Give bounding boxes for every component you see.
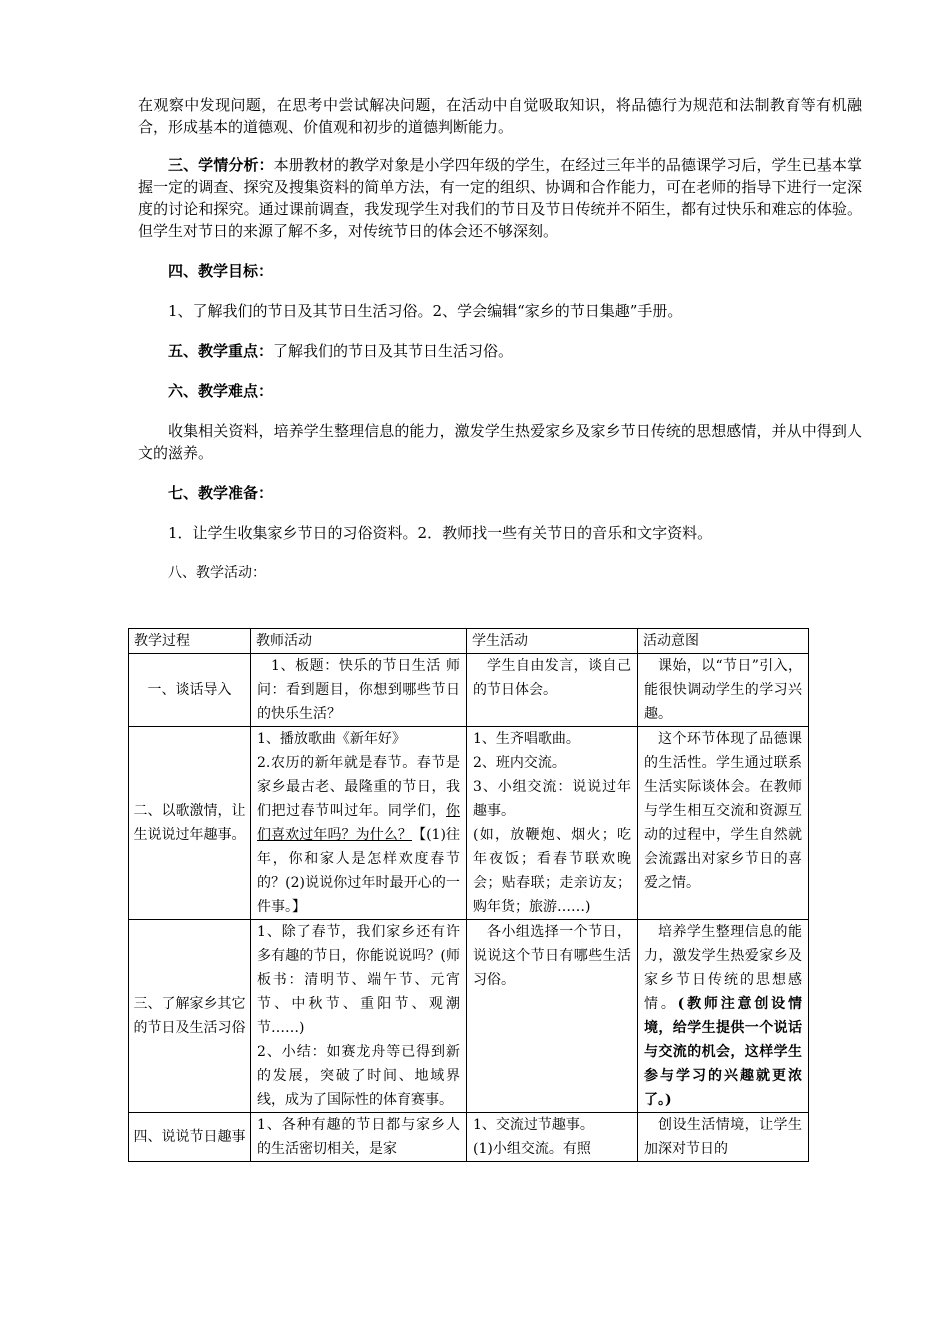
- table-row: [129, 727, 809, 920]
- section-6-heading: 六、教学难点：: [168, 382, 274, 400]
- table-row: [129, 654, 809, 727]
- row1-intent: 课始，以“节日”引入，能很快调动学生的学习兴趣。: [638, 654, 809, 727]
- section-3: [138, 154, 862, 242]
- header-intent: 活动意图: [638, 629, 809, 654]
- row2-teacher: [251, 727, 467, 920]
- row4-process: 四、说说节日趣事: [129, 1113, 251, 1162]
- row3-teacher-b: 2、小结：如赛龙舟等已得到新的发展，突破了时间、地域界线，成为了国际性的体育赛事。: [257, 1044, 460, 1108]
- row4-intent: 创设生活情境，让学生加深对节日的: [638, 1113, 809, 1162]
- row2-student: [467, 727, 638, 920]
- row2-process: 二、以歌激情，让生说说过年趣事。: [129, 727, 251, 920]
- row3-intent-a: 培养学生整理信息的能力，激发学生热爱家乡及家乡节日传统的思想感情。: [644, 924, 802, 1012]
- table-row: [129, 1113, 809, 1162]
- row3-student: 各小组选择一个节日，说说这个节日有哪些生活习俗。: [467, 920, 638, 1113]
- document-body: [138, 94, 862, 584]
- row3-intent: [638, 920, 809, 1113]
- header-teacher: 教师活动: [251, 629, 467, 654]
- table-row: [129, 920, 809, 1113]
- row2-student-d: (如，放鞭炮、烟火；吃年夜饭；看春节联欢晚会；贴春联；走亲访友；购年货；旅游……): [473, 827, 631, 915]
- row3-process: 三、了解家乡其它的节日及生活习俗: [129, 920, 251, 1113]
- row2-student-a: 1、生齐唱歌曲。: [473, 731, 580, 747]
- section-7-heading: 七、教学准备：: [168, 484, 274, 502]
- section-4-heading: 四、教学目标：: [168, 262, 274, 280]
- section-5-text: 了解我们的节日及其节日生活习俗。: [273, 342, 514, 360]
- section-7-text: 1．让学生收集家乡节日的习俗资料。2．教师找一些有关节日的音乐和文字资料。: [168, 524, 713, 542]
- row4-student-b: (1)小组交流。有照: [473, 1141, 591, 1157]
- row1-teacher: 1、板题：快乐的节日生活 师问：看到题目，你想到哪些节日的快乐生活？: [251, 654, 467, 727]
- row2-teacher-underlined: 你们喜欢过年吗？为什么？: [257, 803, 460, 843]
- row4-student-a: 1、交流过节趣事。: [473, 1117, 594, 1133]
- header-process: 教学过程: [129, 629, 251, 654]
- section-3-text: 本册教材的教学对象是小学四年级的学生，在经过三年半的品德课学习后，学生已基本掌握一定的调查、探究及搜集资料的简单方法，有一定的组织、协调和合作能力，可在老师的指导下进行一定深度的讨论和探究。通过课前调查，我发现学生对我们的节日及节日传统并不陌生，都有过快乐和难忘的体验。但学生对节日的来源了解不多，对传统节日的体会还不够深刻。: [138, 156, 862, 240]
- row2-student-c: 3、小组交流：说说过年趣事。: [473, 779, 631, 819]
- header-student: 学生活动: [467, 629, 638, 654]
- row2-intent: 这个环节体现了品德课的生活性。学生通过联系生活实际谈体会。在教师与学生相互交流和资源互动的过程中，学生自然就会流露出对家乡节日的喜爱之情。: [638, 727, 809, 920]
- intro-paragraph: 在观察中发现问题，在思考中尝试解决问题，在活动中自觉吸取知识，将品德行为规范和法制教育等有机融合，形成基本的道德观、价值观和初步的道德判断能力。: [138, 96, 862, 136]
- section-4-text: 1、了解我们的节日及其节日生活习俗。2、学会编辑“家乡的节日集趣”手册。: [168, 302, 683, 320]
- row3-teacher-a: 1、除了春节，我们家乡还有许多有趣的节日，你能说说吗？(师板书：清明节、端午节、元宵节、中秋节、重阳节、观潮节……): [257, 924, 460, 1036]
- row2-teacher-a: 1、播放歌曲《新年好》: [257, 731, 406, 747]
- row4-student: [467, 1113, 638, 1162]
- section-8-heading: 八、教学活动：: [168, 565, 266, 581]
- section-3-heading: 三、学情分析：: [168, 156, 274, 174]
- section-5: [138, 340, 862, 362]
- row1-process: 一、谈话导入: [129, 654, 251, 727]
- row4-teacher: 1、各种有趣的节日都与家乡人的生活密切相关，是家: [251, 1113, 467, 1162]
- teaching-activities-table: [128, 628, 809, 1162]
- section-5-heading: 五、教学重点：: [168, 342, 274, 360]
- row2-student-b: 2、班内交流。: [473, 755, 566, 771]
- row2-teacher-c: 【(1)往年，你和家人是怎样欢度春节的？(2)说说你过年时最开心的一件事。】: [257, 827, 460, 915]
- row2-teacher-b: 2.农历的新年就是春节。春节是家乡最古老、最隆重的节日，我们把过春节叫过年。同学们，: [257, 755, 460, 819]
- section-6-text: 收集相关资料，培养学生整理信息的能力，激发学生热爱家乡及家乡节日传统的思想感情，并从中得到人文的滋养。: [138, 422, 862, 462]
- table-header-row: [129, 629, 809, 654]
- row3-intent-b: (教师注意创设情境，给学生提供一个说话与交流的机会，这样学生参与学习的兴趣就更浓了。): [644, 996, 803, 1108]
- row3-teacher: [251, 920, 467, 1113]
- row1-student: 学生自由发言，谈自己的节日体会。: [467, 654, 638, 727]
